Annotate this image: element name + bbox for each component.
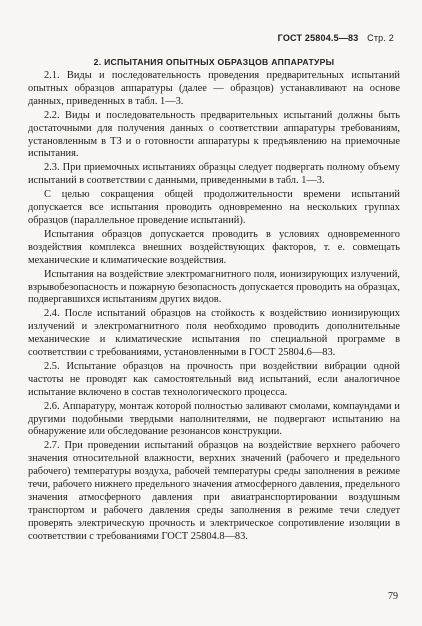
- paragraph-parallel-testing: С целью сокращения общей продолжительности времени испытаний допускается все испытания проводить одновременно на нескольких группах образцов (параллельное проведение испытаний).: [28, 189, 400, 226]
- page-label: Стр. 2: [367, 33, 394, 43]
- document-body: [28, 70, 400, 545]
- paragraph-2-4: 2.4. После испытаний образцов на стойкость к воздействию ионизирующих излучений и электромагнитного поля необходимо проводить дополнительные механические и климатические испытания по специальной программе в соответствии с требованиями, установленными в ГОСТ 25804.6—83.: [28, 308, 400, 359]
- page-number: 79: [388, 591, 398, 602]
- page-header: [278, 33, 394, 43]
- paragraph-combined-factors: Испытания образцов допускается проводить в условиях одновременного воздействия комплекса внешних воздействующих факторов, т. е. совмещать механические и климатические воздействия.: [28, 228, 400, 266]
- paragraph-2-1: 2.1. Виды и последовательность проведения предварительных испытаний опытных образцов аппаратуры (далее — образцов) устанавливают на основе данных, приведенных в табл. 1—3.: [28, 70, 400, 107]
- paragraph-2-2: 2.2. Виды и последовательность предварительных испытаний должны быть достаточными для получения данных о соответствии аппаратуры требованиям, установленным в ТЗ и о готовности аппаратуры к предъявлению на приемочные испытания.: [28, 109, 400, 160]
- paragraph-2-7: 2.7. При проведении испытаний образцов на воздействие верхнего рабочего значения относительной влажности, верхних значений (рабочего и предельного рабочего) температуры воздуха, рабочей температуры среды заполнения в режиме течи, рабочего нижнего предельного значения атмосферного давления, предельного значения атмосферного давления при авиатранспортировании воздушным транспортом и рабочего давления среды заполнения в режиме течи следует проверять электрическую прочность и электрическое сопротивление изоляции в соответствии с требованиями ГОСТ 25804.8—83.: [28, 440, 400, 542]
- paragraph-2-3: 2.3. При приемочных испытаниях образцы следует подвергать полному объему испытаний в соответствии с данными, приведенными в табл. 1—3.: [28, 162, 400, 187]
- paragraph-2-6: 2.6. Аппаратуру, монтаж которой полностью заливают смолами, компаундами и другими подобными твердыми наполнителями, не подвергают испытанию на обнаружение или обследование резонансов конструкции.: [28, 400, 400, 438]
- paragraph-em-field-tests: Испытания на воздействие электромагнитного поля, ионизирующих излучений, взрывобезопасность и пожарную безопасность допускается проводить на образцах, подвергавшихся испытаниям других видов.: [28, 268, 400, 306]
- section-title: 2. ИСПЫТАНИЯ ОПЫТНЫХ ОБРАЗЦОВ АППАРАТУРЫ: [93, 57, 335, 67]
- standard-number: ГОСТ 25804.5—83: [277, 33, 359, 43]
- paragraph-2-5: 2.5. Испытание образцов на прочность при воздействии вибрации одной частоты не проводят как самостоятельный вид испытаний, если аналогичное испытание включено в состав технологического процесса.: [28, 360, 400, 398]
